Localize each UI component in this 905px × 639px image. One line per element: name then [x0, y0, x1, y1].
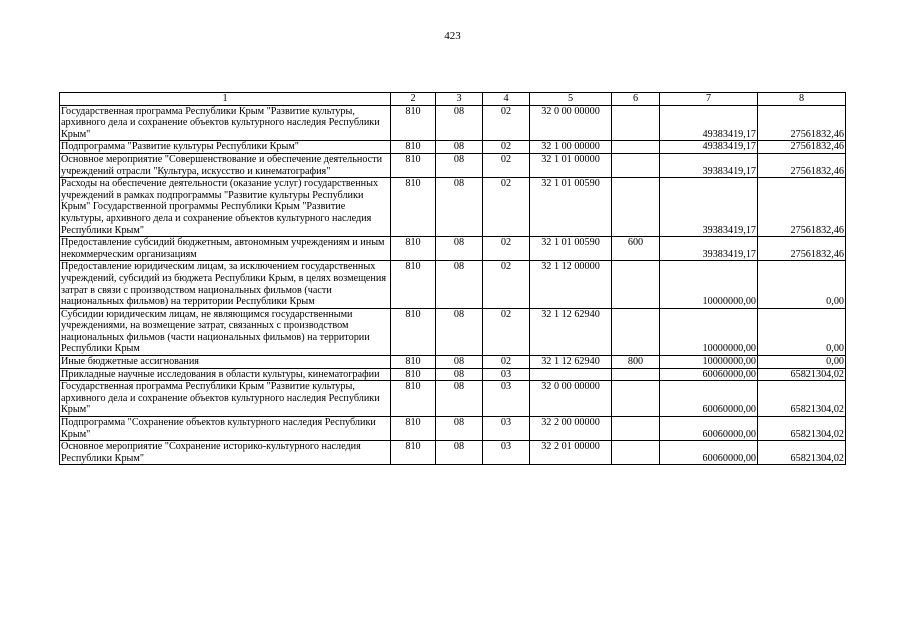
cell-expense-type: 600 [612, 237, 660, 261]
cell-subsection: 03 [483, 368, 530, 381]
table-row [60, 308, 846, 355]
header-row [60, 93, 846, 106]
header-cell: 3 [436, 93, 483, 106]
cell-section: 08 [436, 153, 483, 177]
cell-sum-1: 39383419,17 [660, 178, 758, 237]
cell-ved: 810 [391, 261, 436, 308]
cell-sum-1: 60060000,00 [660, 441, 758, 465]
cell-target: 32 0 00 00000 [530, 105, 612, 141]
table-row [60, 141, 846, 154]
cell-ved: 810 [391, 417, 436, 441]
table-row [60, 105, 846, 141]
cell-target: 32 1 01 00590 [530, 178, 612, 237]
cell-target [530, 368, 612, 381]
cell-sum-1: 10000000,00 [660, 308, 758, 355]
cell-sum-2: 27561832,46 [758, 178, 846, 237]
cell-section: 08 [436, 141, 483, 154]
row-name: Подпрограмма "Сохранение объектов культурного наследия Республики Крым" [60, 417, 391, 441]
cell-ved: 810 [391, 105, 436, 141]
row-name: Иные бюджетные ассигнования [60, 356, 391, 369]
cell-section: 08 [436, 105, 483, 141]
cell-sum-2: 0,00 [758, 261, 846, 308]
row-name: Государственная программа Республики Крым "Развитие культуры, архивного дела и сохранение объектов культурного наследия Республики Крым" [60, 381, 391, 417]
table-row [60, 368, 846, 381]
cell-section: 08 [436, 368, 483, 381]
cell-ved: 810 [391, 141, 436, 154]
table-row [60, 356, 846, 369]
cell-target: 32 0 00 00000 [530, 381, 612, 417]
cell-sum-1: 39383419,17 [660, 153, 758, 177]
cell-section: 08 [436, 417, 483, 441]
page-number: 423 [444, 30, 461, 42]
row-name: Предоставление юридическим лицам, за исключением государственных учреждений, субсидий из бюджета Республики Крым, в целях возмещения затрат в связи с производством национальных фильмов (части национальных фильмов) на территории Республики Крым [60, 261, 391, 308]
cell-sum-1: 49383419,17 [660, 105, 758, 141]
cell-subsection: 02 [483, 237, 530, 261]
cell-sum-2: 0,00 [758, 356, 846, 369]
cell-subsection: 02 [483, 308, 530, 355]
cell-target: 32 1 01 00590 [530, 237, 612, 261]
cell-sum-2: 0,00 [758, 308, 846, 355]
row-name: Предоставление субсидий бюджетным, автономным учреждениям и иным некоммерческим организациям [60, 237, 391, 261]
cell-ved: 810 [391, 153, 436, 177]
cell-sum-2: 65821304,02 [758, 417, 846, 441]
row-name: Государственная программа Республики Крым "Развитие культуры, архивного дела и сохранение объектов культурного наследия Республики Крым" [60, 105, 391, 141]
cell-expense-type [612, 417, 660, 441]
cell-expense-type [612, 368, 660, 381]
cell-expense-type: 800 [612, 356, 660, 369]
cell-sum-1: 60060000,00 [660, 368, 758, 381]
cell-ved: 810 [391, 368, 436, 381]
cell-section: 08 [436, 178, 483, 237]
table-row [60, 237, 846, 261]
cell-sum-2: 27561832,46 [758, 153, 846, 177]
cell-ved: 810 [391, 178, 436, 237]
header-cell: 2 [391, 93, 436, 106]
cell-ved: 810 [391, 441, 436, 465]
cell-sum-1: 10000000,00 [660, 261, 758, 308]
cell-expense-type [612, 308, 660, 355]
cell-subsection: 02 [483, 105, 530, 141]
cell-sum-2: 65821304,02 [758, 381, 846, 417]
row-name: Прикладные научные исследования в области культуры, кинематографии [60, 368, 391, 381]
cell-sum-2: 27561832,46 [758, 237, 846, 261]
cell-subsection: 02 [483, 153, 530, 177]
cell-section: 08 [436, 356, 483, 369]
cell-expense-type [612, 178, 660, 237]
cell-section: 08 [436, 237, 483, 261]
cell-expense-type [612, 153, 660, 177]
cell-sum-1: 49383419,17 [660, 141, 758, 154]
header-cell: 8 [758, 93, 846, 106]
table-row [60, 261, 846, 308]
cell-sum-2: 27561832,46 [758, 105, 846, 141]
cell-target: 32 2 01 00000 [530, 441, 612, 465]
row-name: Подпрограмма "Развитие культуры Республики Крым" [60, 141, 391, 154]
budget-table [59, 92, 846, 465]
header-cell: 4 [483, 93, 530, 106]
header-cell: 5 [530, 93, 612, 106]
row-name: Субсидии юридическим лицам, не являющимся государственными учреждениями, на возмещение затрат, связанных с производством национальных фильмов (части национальных фильмов) на территории Республики Крым [60, 308, 391, 355]
table-row [60, 417, 846, 441]
cell-ved: 810 [391, 356, 436, 369]
cell-sum-2: 65821304,02 [758, 441, 846, 465]
cell-sum-1: 39383419,17 [660, 237, 758, 261]
cell-subsection: 02 [483, 141, 530, 154]
cell-sum-1: 10000000,00 [660, 356, 758, 369]
cell-target: 32 1 00 00000 [530, 141, 612, 154]
cell-subsection: 03 [483, 381, 530, 417]
cell-sum-2: 65821304,02 [758, 368, 846, 381]
cell-section: 08 [436, 261, 483, 308]
cell-sum-1: 60060000,00 [660, 417, 758, 441]
header-cell: 7 [660, 93, 758, 106]
cell-subsection: 02 [483, 261, 530, 308]
cell-ved: 810 [391, 308, 436, 355]
table-body [60, 105, 846, 465]
cell-target: 32 2 00 00000 [530, 417, 612, 441]
cell-target: 32 1 12 62940 [530, 356, 612, 369]
cell-expense-type [612, 261, 660, 308]
cell-subsection: 02 [483, 356, 530, 369]
table-row [60, 178, 846, 237]
cell-subsection: 03 [483, 417, 530, 441]
row-name: Основное мероприятие "Совершенствование и обеспечение деятельности учреждений отрасли "Культура, искусство и кинематография" [60, 153, 391, 177]
cell-target: 32 1 12 00000 [530, 261, 612, 308]
header-cell: 6 [612, 93, 660, 106]
cell-sum-2: 27561832,46 [758, 141, 846, 154]
cell-ved: 810 [391, 381, 436, 417]
cell-target: 32 1 12 62940 [530, 308, 612, 355]
cell-section: 08 [436, 441, 483, 465]
cell-ved: 810 [391, 237, 436, 261]
cell-expense-type [612, 141, 660, 154]
cell-subsection: 02 [483, 178, 530, 237]
table-row [60, 441, 846, 465]
table-row [60, 153, 846, 177]
cell-expense-type [612, 441, 660, 465]
row-name: Основное мероприятие "Сохранение историко-культурного наследия Республики Крым" [60, 441, 391, 465]
cell-section: 08 [436, 308, 483, 355]
header-cell: 1 [60, 93, 391, 106]
cell-sum-1: 60060000,00 [660, 381, 758, 417]
cell-expense-type [612, 381, 660, 417]
cell-section: 08 [436, 381, 483, 417]
cell-expense-type [612, 105, 660, 141]
cell-subsection: 03 [483, 441, 530, 465]
cell-target: 32 1 01 00000 [530, 153, 612, 177]
row-name: Расходы на обеспечение деятельности (оказание услуг) государственных учреждений в рамках подпрограммы "Развитие культуры Республики Крым" Государственной программы Республики Крым "Развитие культуры, архивного дела и сохранение объектов культурного наследия Республики Крым" [60, 178, 391, 237]
table-row [60, 381, 846, 417]
